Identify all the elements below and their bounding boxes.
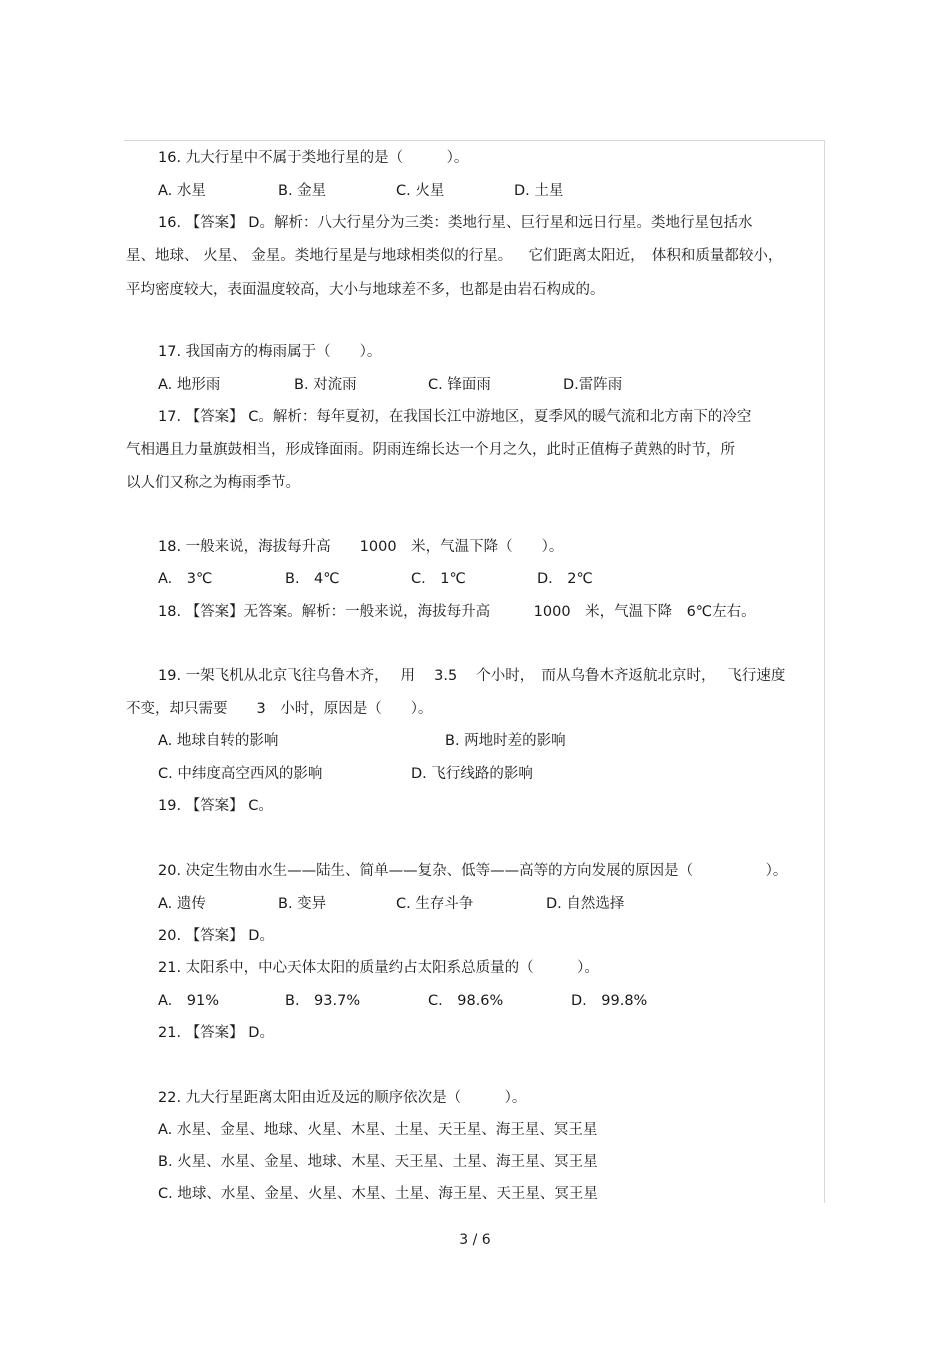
q21-option-a: A. 91% [158, 993, 220, 1009]
q18-option-a: A. 3℃ [158, 571, 213, 587]
q16-answer-line-2: 星、地球、 火星、 金星。类地行星是与地球相类似的行星。 它们距离太阳近， 体积和质量都较小， [126, 248, 783, 264]
q21-option-c: C. 98.6% [428, 993, 504, 1009]
q19-stem-line-1: 19. 一架飞机从北京飞往乌鲁木齐， 用 3.5 个小时， 而从乌鲁木齐返航北京时， 飞行速度 [158, 668, 786, 684]
q20-option-a: A. 遗传 [158, 896, 206, 912]
page-number: 3 / 6 [459, 1232, 491, 1248]
q22-stem: 22. 九大行星距离太阳由近及远的顺序依次是（ ）。 [158, 1090, 527, 1106]
q17-answer-line-3: 以人们又称之为梅雨季节。 [126, 475, 300, 491]
q21-stem: 21. 太阳系中，中心天体太阳的质量约占太阳系总质量的（ ）。 [158, 960, 599, 976]
q22-option-c: C. 地球、水星、金星、火星、木星、土星、海王星、天王星、冥王星 [158, 1186, 598, 1202]
q17-option-b: B. 对流雨 [294, 377, 357, 393]
q20-option-d: D. 自然选择 [546, 896, 625, 912]
q17-option-c: C. 锋面雨 [428, 377, 491, 393]
q17-stem: 17. 我国南方的梅雨属于（ ）。 [158, 344, 382, 360]
q17-option-d: D.雷阵雨 [563, 377, 623, 393]
q18-option-c: C. 1℃ [411, 571, 466, 587]
q18-option-b: B. 4℃ [285, 571, 340, 587]
q17-option-a: A. 地形雨 [158, 377, 221, 393]
q21-answer-line-1: 21. 【答案】 D。 [158, 1025, 274, 1041]
q19-stem-line-2: 不变，却只需要 3 小时，原因是（ ）。 [126, 701, 433, 717]
q20-option-c: C. 生存斗争 [396, 896, 474, 912]
q19-option-a: A. 地球自转的影响 [158, 733, 279, 749]
q21-option-b: B. 93.7% [285, 993, 361, 1009]
q19-answer-line-1: 19. 【答案】 C。 [158, 798, 273, 814]
q19-option-c: C. 中纬度高空西风的影响 [158, 766, 323, 782]
q20-answer-line-1: 20. 【答案】 D。 [158, 928, 274, 944]
q16-answer-line-3: 平均密度较大，表面温度较高，大小与地球差不多，也都是由岩石构成的。 [126, 282, 605, 298]
q16-option-b: B. 金星 [278, 183, 327, 199]
q20-stem: 20. 决定生物由水生——陆生、简单——复杂、低等——高等的方向发展的原因是（ ）。 [158, 863, 788, 879]
q16-answer-line-1: 16. 【答案】 D。解析：八大行星分为三类：类地行星、巨行星和远日行星。类地行星包括水 [158, 215, 753, 231]
q20-option-b: B. 变异 [278, 896, 327, 912]
q18-option-d: D. 2℃ [537, 571, 593, 587]
q18-stem: 18. 一般来说，海拔每升高 1000 米，气温下降（ ）。 [158, 539, 564, 555]
q22-option-a: A. 水星、金星、地球、火星、木星、土星、天王星、海王星、冥王星 [158, 1122, 598, 1138]
q19-option-d: D. 飞行线路的影响 [411, 766, 533, 782]
q16-option-d: D. 土星 [514, 183, 564, 199]
q21-option-d: D. 99.8% [571, 993, 648, 1009]
q19-option-b: B. 两地时差的影响 [445, 733, 566, 749]
q16-option-a: A. 水星 [158, 183, 206, 199]
q16-stem: 16. 九大行星中不属于类地行星的是（ ）。 [158, 150, 469, 166]
q18-answer-line-1: 18. 【答案】无答案。解析：一般来说，海拔每升高 1000 米，气温下降 6℃左右。 [158, 604, 756, 620]
q22-option-b: B. 火星、水星、金星、地球、木星、天王星、土星、海王星、冥王星 [158, 1154, 598, 1170]
q17-answer-line-1: 17. 【答案】 C。解析：每年夏初，在我国长江中游地区，夏季风的暖气流和北方南下的冷空 [158, 409, 752, 425]
q16-option-c: C. 火星 [396, 183, 445, 199]
q17-answer-line-2: 气相遇且力量旗鼓相当，形成锋面雨。阴雨连绵长达一个月之久，此时正值梅子黄熟的时节，所 [126, 442, 735, 458]
